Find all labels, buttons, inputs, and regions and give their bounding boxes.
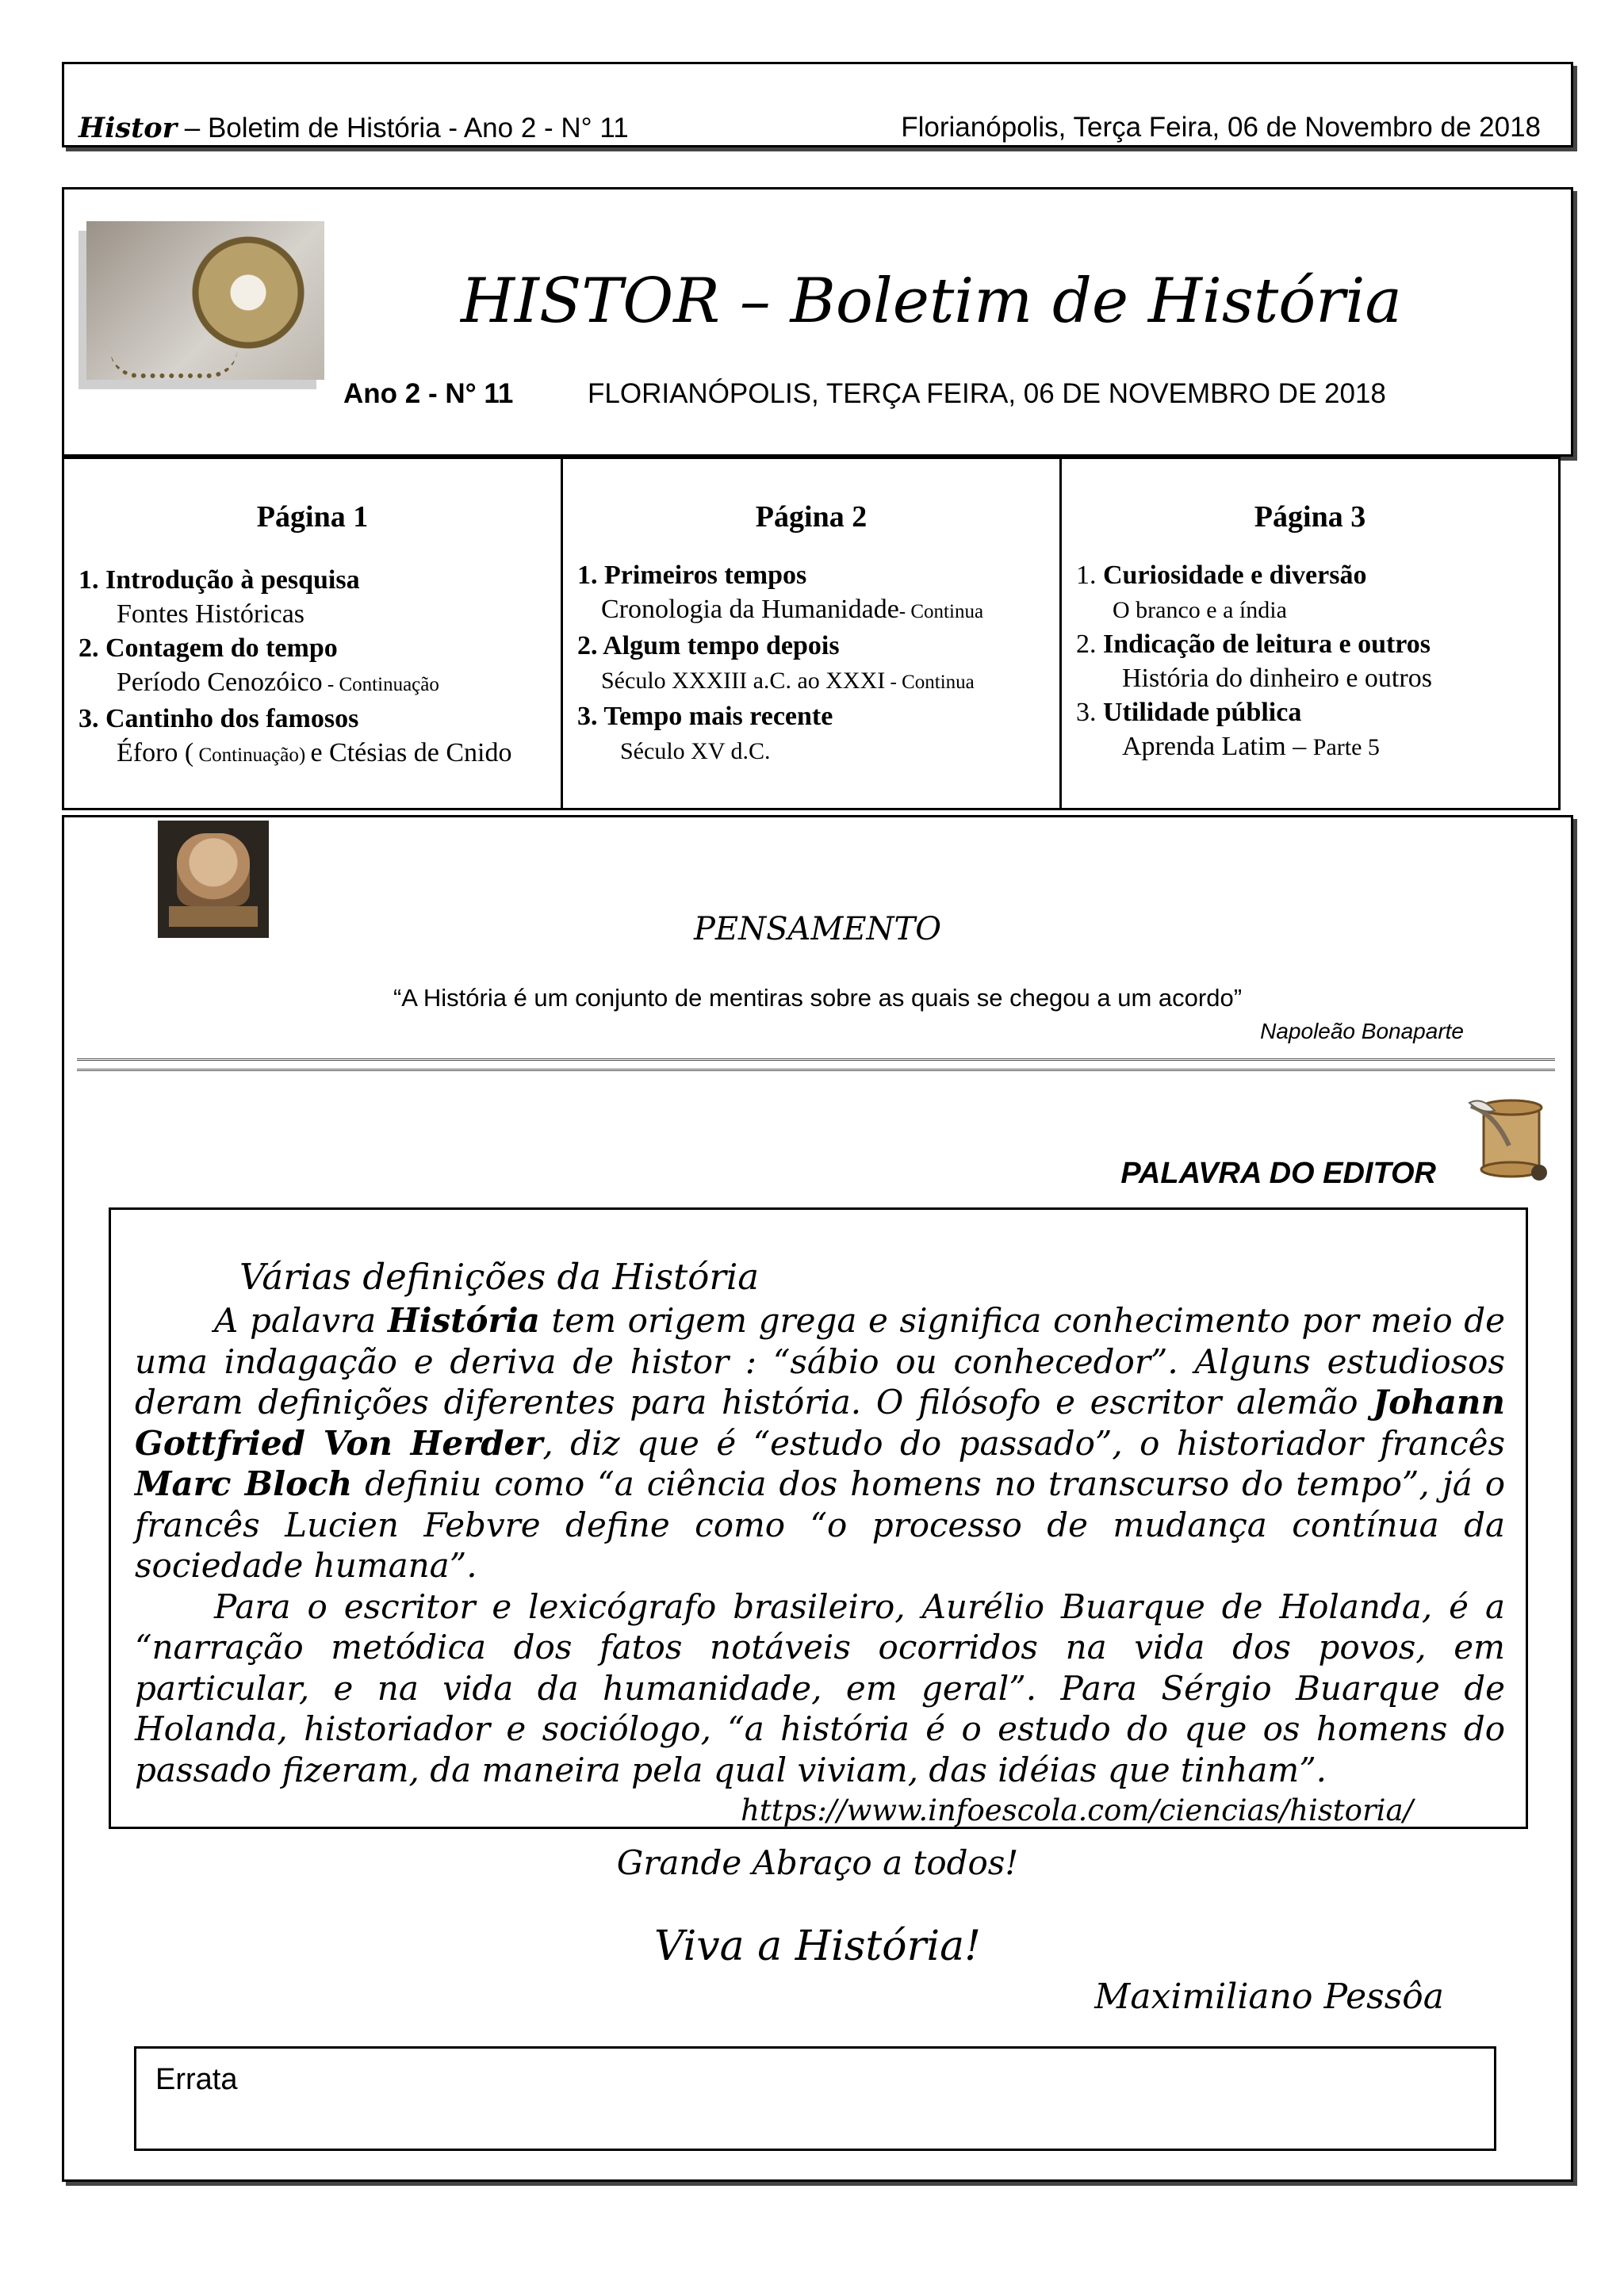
toc-item: 2. Algum tempo depois xyxy=(577,631,840,660)
masthead-dateline: FLORIANÓPOLIS, TERÇA FEIRA, 06 DE NOVEMBRO DE 2018 xyxy=(588,378,1386,409)
brand-name: Histor xyxy=(79,112,178,144)
masthead-title: HISTOR – Boletim de História xyxy=(461,266,1402,337)
toc-item: 2. Contagem do tempo xyxy=(79,633,338,663)
toc-note: - Continua xyxy=(898,601,984,622)
toc-item: 3. Cantinho dos famosos xyxy=(79,704,359,733)
article-title: Várias definições da História xyxy=(239,1256,760,1298)
main-content xyxy=(62,815,1573,2182)
editor-signature: Maximiliano Pessôa xyxy=(1094,1976,1444,2017)
toc-heading: Página 3 xyxy=(1254,500,1366,534)
closing-viva: Viva a História! xyxy=(654,1923,981,1970)
toc-item: 3. Tempo mais recente xyxy=(577,702,833,731)
toc-subitem: Cronologia da Humanidade xyxy=(601,595,899,624)
toc-heading: Página 1 xyxy=(256,500,369,534)
toc-number: 2. xyxy=(1076,629,1103,659)
closing-greeting: Grande Abraço a todos! xyxy=(616,1843,1019,1882)
masthead xyxy=(62,187,1573,457)
toc-item: Indicação de leitura e outros xyxy=(1103,629,1431,659)
toc-note: Continuação) xyxy=(193,744,311,766)
table-of-contents xyxy=(62,457,1561,810)
toc-column-page-3 xyxy=(1062,459,1558,808)
masthead-edition: Ano 2 - N° 11 xyxy=(343,378,514,409)
toc-column-page-2 xyxy=(563,459,1062,808)
toc-subitem: Éforo ( xyxy=(117,738,194,767)
running-header-left xyxy=(79,112,629,144)
toc-column-page-1 xyxy=(64,459,563,808)
article-paragraph-2: Para o escritor e lexicógrafo brasileiro, Aurélio Buarque de Holanda, é a “narração metódica dos fatos notáveis ocorridos na vida dos povos, em particular, e na vida da humanidade, em geral”. Para Sérgio Buarque de Holanda, historiador e sociólogo, “a história é o estudo do que os homens do passado fizeram, da maneira pela qual viviam, das idéias que tinham”. xyxy=(135,1586,1505,1789)
running-header-date: Florianópolis, Terça Feira, 06 de Novembro de 2018 xyxy=(901,112,1541,143)
toc-subitem: Século XXXIII a.C. ao XXXI xyxy=(601,668,886,694)
toc-number: 3. xyxy=(1076,698,1103,727)
pocket-watch-icon xyxy=(79,231,316,389)
article-paragraph-1: A palavra História tem origem grega e significa conhecimento por meio de uma indagação e deriva de histor : “sábio ou conhecedor”. Alguns estudiosos deram definições diferentes para história. O filósofo e escritor alemão Johann Gottfried Von Herder, diz que é “estudo do passado”, o historiador francês Marc Bloch definiu como “a ciência dos homens no transcurso do tempo”, já o francês Lucien Febvre define como “o processo de mudança contínua da sociedade humana”. xyxy=(135,1301,1505,1585)
toc-subitem: Aprenda Latim – xyxy=(1122,732,1313,761)
thought-title: PENSAMENTO xyxy=(693,911,942,947)
toc-item: Utilidade pública xyxy=(1103,698,1302,727)
toc-subitem: Período Cenozóico xyxy=(117,668,323,697)
editor-heading: PALAVRA DO EDITOR xyxy=(1120,1157,1436,1190)
toc-note: Parte 5 xyxy=(1312,734,1380,760)
section-divider xyxy=(77,1058,1555,1071)
toc-subitem: O branco e a índia xyxy=(1113,597,1287,623)
toc-subitem: Século XV d.C. xyxy=(620,738,771,764)
toc-subitem: História do dinheiro e outros xyxy=(1122,664,1432,693)
errata-box xyxy=(134,2046,1496,2151)
toc-note: - Continuação xyxy=(322,674,439,695)
toc-subitem: e Ctésias de Cnido xyxy=(310,738,512,767)
thought-quote: “A História é um conjunto de mentiras sobre as quais se chegou a um acordo” xyxy=(393,984,1243,1012)
toc-number: 1. xyxy=(1076,561,1103,590)
running-header-issue: – Boletim de História - Ano 2 - N° 11 xyxy=(177,113,629,144)
errata-label: Errata xyxy=(155,2063,238,2096)
toc-note: - Continua xyxy=(885,672,975,693)
toc-subitem: Fontes Históricas xyxy=(117,599,305,629)
article-source: https://www.infoescola.com/ciencias/historia/ xyxy=(741,1793,1413,1827)
running-header xyxy=(62,62,1573,147)
thought-author: Napoleão Bonaparte xyxy=(1260,1019,1464,1043)
toc-heading: Página 2 xyxy=(755,500,868,534)
toc-item: 1. Primeiros tempos xyxy=(577,561,807,590)
toc-item: 1. Introdução à pesquisa xyxy=(79,565,360,595)
toc-item: Curiosidade e diversão xyxy=(1103,561,1367,590)
scroll-quill-icon xyxy=(1463,1090,1558,1185)
editor-article xyxy=(109,1207,1528,1829)
